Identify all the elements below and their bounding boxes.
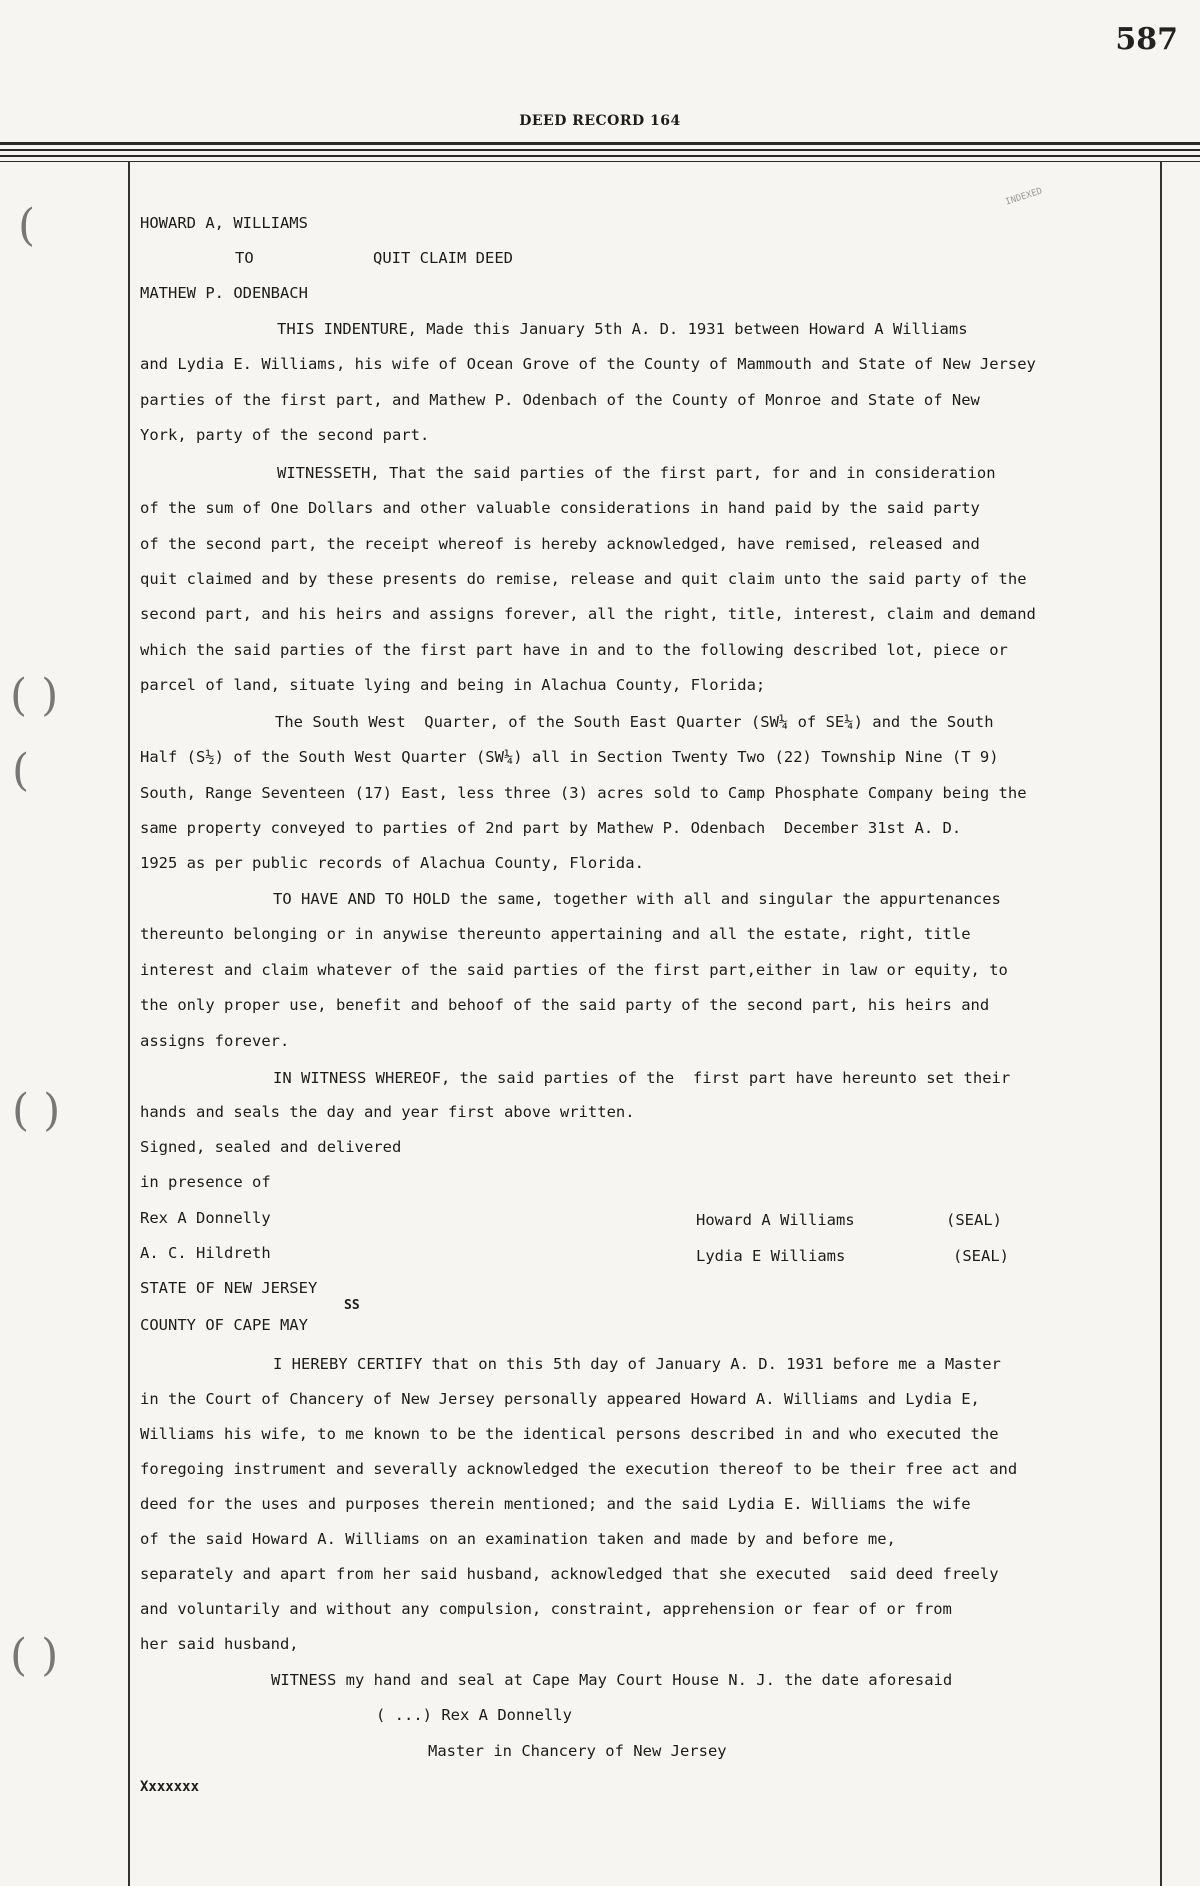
binding-hole-mark: ( [18, 200, 36, 251]
certificate-line: in the Court of Chancery of New Jersey personally appeared Howard A. Williams and Lydia E, [140, 1390, 980, 1408]
body-line: second part, and his heirs and assigns forever, all the right, title, interest, claim and demand [140, 605, 1036, 623]
binding-hole-mark: ( ) [10, 1630, 59, 1681]
body-line: York, party of the second part. [140, 426, 430, 444]
body-line: the only proper use, benefit and behoof of the said party of the second part, his heirs and [140, 996, 990, 1014]
header-rule [0, 161, 1200, 162]
body-line: WITNESSETH, That the said parties of the first part, for and in consideration [277, 464, 996, 482]
grantee-name: MATHEW P. ODENBACH [140, 284, 308, 302]
notary-signature: ( ...) Rex A Donnelly [376, 1706, 572, 1724]
body-line: THIS INDENTURE, Made this January 5th A. D. 1931 between Howard A Williams [277, 320, 968, 338]
to-label: TO [235, 249, 254, 267]
venue-state: STATE OF NEW JERSEY [140, 1279, 318, 1297]
header-rule [0, 155, 1200, 157]
binding-hole-mark: ( [12, 745, 30, 796]
grantor-name: HOWARD A, WILLIAMS [140, 214, 308, 232]
binding-hole-mark: ( ) [10, 670, 59, 721]
body-line: and Lydia E. Williams, his wife of Ocean Grove of the County of Mammouth and State of New Jersey [140, 355, 1036, 373]
left-margin-line [128, 161, 130, 1886]
body-line: quit claimed and by these presents do remise, release and quit claim unto the said party of the [140, 570, 1027, 588]
notary-title: Master in Chancery of New Jersey [428, 1742, 727, 1760]
body-line: of the second part, the receipt whereof is hereby acknowledged, have remised, released and [140, 535, 980, 553]
header-rule [0, 142, 1200, 145]
page-number: 587 [1115, 22, 1178, 57]
certificate-line: foregoing instrument and severally acknowledged the execution thereof to be their free act and [140, 1460, 1018, 1478]
certificate-line: of the said Howard A. Williams on an examination taken and made by and before me, [140, 1530, 896, 1548]
indexed-stamp: INDEXED [1004, 186, 1044, 208]
signed-sealed-line: Signed, sealed and delivered [140, 1138, 402, 1156]
witness-name: Rex A Donnelly [140, 1209, 271, 1227]
header-rule [0, 149, 1200, 151]
legal-description-line: 1925 as per public records of Alachua County, Florida. [140, 854, 644, 872]
certificate-line: her said husband, [140, 1635, 299, 1653]
body-line: interest and claim whatever of the said parties of the first part,either in law or equity, to [140, 961, 1008, 979]
certificate-line: separately and apart from her said husband, acknowledged that she executed said deed freely [140, 1565, 999, 1583]
witness-name: A. C. Hildreth [140, 1244, 271, 1262]
venue-ss: SS [344, 1298, 360, 1313]
body-line: IN WITNESS WHEREOF, the said parties of the first part have hereunto set their [273, 1069, 1011, 1087]
instrument-title: QUIT CLAIM DEED [373, 249, 513, 267]
signer-name: Lydia E Williams [696, 1247, 846, 1265]
footer-mark: Xxxxxxx [140, 1779, 200, 1795]
signer-name: Howard A Williams [696, 1211, 855, 1229]
seal-label: (SEAL) [946, 1211, 1002, 1229]
certificate-line: deed for the uses and purposes therein mentioned; and the said Lydia E. Williams the wife [140, 1495, 971, 1513]
binding-hole-mark: ( ) [12, 1085, 61, 1136]
body-line: parties of the first part, and Mathew P. Odenbach of the County of Monroe and State of New [140, 391, 980, 409]
right-margin-line [1160, 161, 1162, 1886]
certificate-line: and voluntarily and without any compulsion, constraint, apprehension or fear of or from [140, 1600, 952, 1618]
seal-label: (SEAL) [953, 1247, 1009, 1265]
body-line: hands and seals the day and year first above written. [140, 1103, 635, 1121]
record-title: DEED RECORD 164 [519, 113, 681, 129]
body-line: of the sum of One Dollars and other valuable considerations in hand paid by the said party [140, 499, 980, 517]
body-line: TO HAVE AND TO HOLD the same, together with all and singular the appurtenances [273, 890, 1001, 908]
in-presence-line: in presence of [140, 1173, 271, 1191]
legal-description-line: same property conveyed to parties of 2nd part by Mathew P. Odenbach December 31st A. D. [140, 819, 962, 837]
legal-description-line: The South West Quarter, of the South East Quarter (SW¼ of SE¼) and the South [275, 713, 994, 731]
legal-description-line: South, Range Seventeen (17) East, less three (3) acres sold to Camp Phosphate Company being the [140, 784, 1027, 802]
certificate-line: Williams his wife, to me known to be the identical persons described in and who executed the [140, 1425, 999, 1443]
certificate-line: I HEREBY CERTIFY that on this 5th day of January A. D. 1931 before me a Master [273, 1355, 1001, 1373]
body-line: assigns forever. [140, 1032, 290, 1050]
legal-description-line: Half (S½) of the South West Quarter (SW¼) all in Section Twenty Two (22) Township Nine (T 9) [140, 748, 999, 766]
body-line: thereunto belonging or in anywise thereunto appertaining and all the estate, right, title [140, 925, 971, 943]
attestation-line: WITNESS my hand and seal at Cape May Court House N. J. the date aforesaid [271, 1671, 953, 1689]
venue-county: COUNTY OF CAPE MAY [140, 1316, 308, 1334]
body-line: parcel of land, situate lying and being in Alachua County, Florida; [140, 676, 766, 694]
body-line: which the said parties of the first part have in and to the following described lot, piece or [140, 641, 1008, 659]
